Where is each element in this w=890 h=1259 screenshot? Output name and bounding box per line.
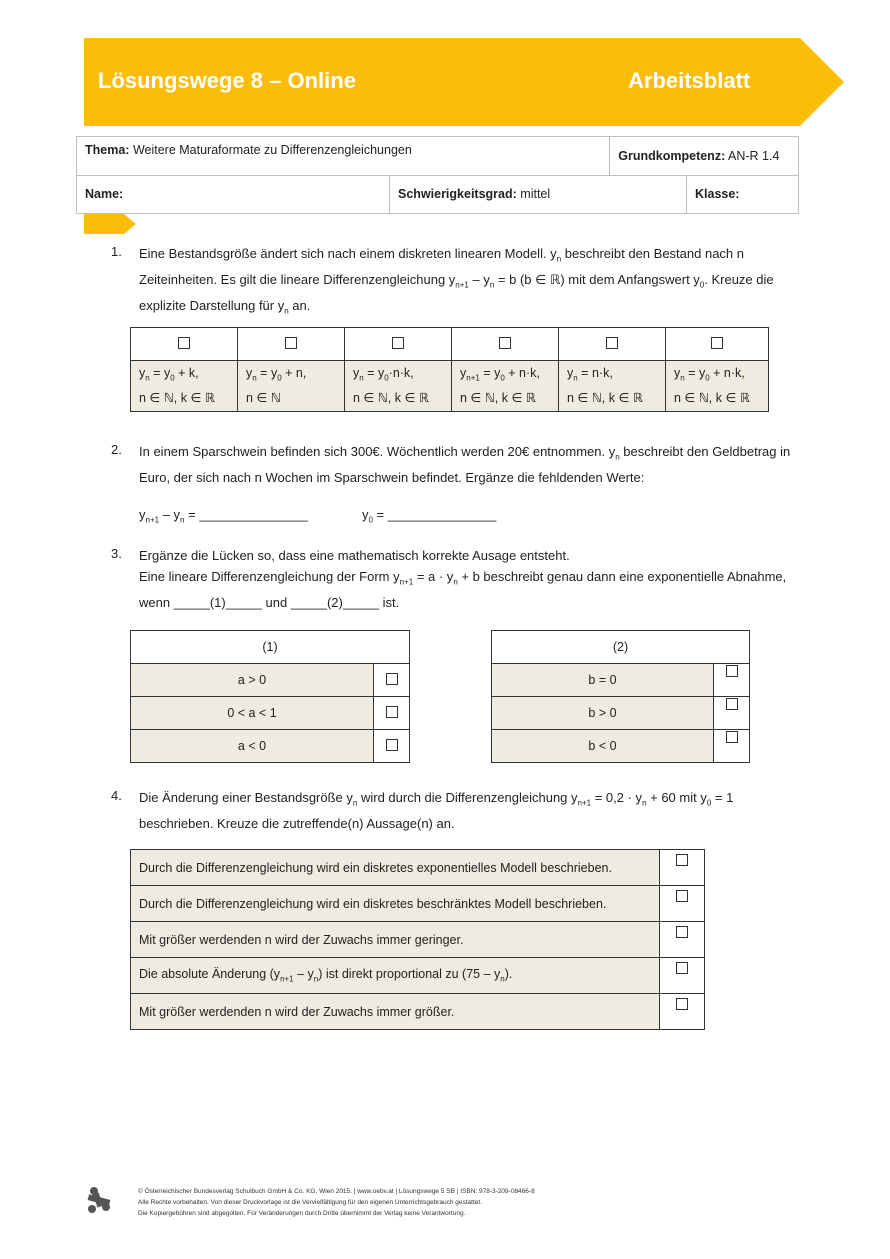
task1-options-table [130,327,769,412]
task3-col2-option: b = 0 [492,664,714,697]
task2-blanks[interactable]: $y_{n+1} - y_n$ = _______________ $y_0$ = _______________ [139,507,497,525]
task1-option-6: $y_n = y_0 + n\cdot k$, n ∈ ℕ, k ∈ ℝ [666,361,769,412]
task2-number: 2. [111,442,122,457]
task3-col2-checkbox[interactable] [714,730,750,763]
schwierigkeit-value: mittel [520,187,551,201]
task1-option-2: $y_n = y_0 + n$, n ∈ ℕ [238,361,345,412]
task3-col2-header: (2) [492,631,750,664]
name-label: Name: [85,187,124,201]
task3-col1-checkbox[interactable] [374,664,410,697]
copyright-footer [138,1186,535,1219]
task3-col1-checkbox[interactable] [374,697,410,730]
task1-text: Eine Bestandsgröße ändert sich nach einem diskreten linearen Modell. $y_n$ beschreibt den Bestand nach n Zeiteinheiten. Es gilt die lineare Differenzengleichung $y_{n+1} - y_n = b$ (b ∈ ℝ) mit dem Anfangswert $y_0$. Kreuze die explizite Darstellung für $y_n$ an. [139,246,774,316]
task2-text: In einem Sparschwein befinden sich 300€. Wöchentlich werden 20€ entnommen. $y_n$ beschreibt den Geldbetrag in Euro, der sich nach n Wochen im Sparschwein befindet. Ergänze die fehldenden Werte: [139,444,791,486]
schwierigkeit-label: Schwierigkeitsgrad: [398,187,517,201]
banner-title: Lösungswege 8 – Online [98,68,356,93]
task4-statements-table [130,849,705,1030]
task3-col1-checkbox[interactable] [374,730,410,763]
task3-table-2 [491,630,750,763]
header-tab-decoration [84,214,136,234]
title-banner [84,38,844,126]
task4-statement: Mit größer werdenden n wird der Zuwachs immer geringer. [131,922,660,958]
kompetenz-label: Grundkompetenz: [618,149,726,163]
task3-col2-option: b > 0 [492,697,714,730]
task1-option-4: $y_{n+1} = y_0 + n\cdot k$, n ∈ ℕ, k ∈ ℝ [452,361,559,412]
footer-line-2: Alle Rechte vorbehalten. Von dieser Druckvorlage ist die Vervielfältigung für den eigenen Unterrichtsgebrauch gestattet. [138,1199,482,1206]
task4-statement-checkbox[interactable] [660,958,705,994]
task1-option-3: $y_n = y_0\cdot n\cdot k$, n ∈ ℕ, k ∈ ℝ [345,361,452,412]
task3-col1-header: (1) [131,631,410,664]
task4-statement-checkbox[interactable] [660,994,705,1030]
task3-col2-checkbox[interactable] [714,664,750,697]
task3-number: 3. [111,546,122,561]
task1-number: 1. [111,244,122,259]
task4-statement-checkbox[interactable] [660,922,705,958]
task3-col1-option: a < 0 [131,730,374,763]
task4-statement-checkbox[interactable] [660,850,705,886]
thema-value: Weitere Maturaformate zu Differenzengleichungen [132,143,412,157]
task1-option-2-checkbox[interactable] [238,328,345,361]
task1-option-1: $y_n = y_0 + k$, n ∈ ℕ, k ∈ ℝ [131,361,238,412]
task3-col2-checkbox[interactable] [714,697,750,730]
task3-text: Ergänze die Lücken so, dass eine mathematisch korrekte Ausage entsteht. Eine lineare Differenzengleichung der Form $y_{n+1} = a \cdot y_n + b$ beschreibt genau dann eine exponentielle Abnahme, wenn _____(1)_____ und _____(2)_____ ist. [139,548,787,610]
task1-option-5-checkbox[interactable] [559,328,666,361]
task3-col1-option: a > 0 [131,664,374,697]
task3-table-1 [130,630,410,763]
task1-option-5: $y_n = n\cdot k$, n ∈ ℕ, k ∈ ℝ [559,361,666,412]
task4-statement: Die absolute Änderung $(y_{n+1} - y_n)$ ist direkt proportional zu $(75 - y_n)$. [131,958,660,994]
klasse-label: Klasse: [695,187,740,201]
task4-statement: Durch die Differenzengleichung wird ein diskretes beschränktes Modell beschrieben. [131,886,660,922]
task3-col1-option: 0 < a < 1 [131,697,374,730]
task4-statement-checkbox[interactable] [660,886,705,922]
task1-option-6-checkbox[interactable] [666,328,769,361]
thema-label: Thema: [85,143,130,157]
kompetenz-value: AN-R 1.4 [728,149,780,163]
task4-statement: Durch die Differenzengleichung wird ein diskretes exponentielles Modell beschrieben. [131,850,660,886]
task3-col2-option: b < 0 [492,730,714,763]
publisher-logo-icon [84,1185,114,1215]
task4-number: 4. [111,788,122,803]
footer-line-1: © Österreichischer Bundesverlag Schulbuch GmbH & Co. KG, Wien 2015. | www.oebv.at | Lösungswege 5 SB | ISBN: 978-3-209-08466-8 [138,1188,535,1195]
task1-option-3-checkbox[interactable] [345,328,452,361]
task4-text: Die Änderung einer Bestandsgröße $y_n$ wird durch die Differenzengleichung $y_{n+1} = 0,2 \cdot y_n + 60$ mit $y_0 = 1$ beschrieben. Kreuze die zutreffende(n) Aussage(n) an. [139,790,734,832]
footer-line-3: Die Kopiergebühren sind abgegolten. Für Veränderungen durch Dritte übernimmt der Verlag keine Verantwortung. [138,1210,466,1217]
task1-option-1-checkbox[interactable] [131,328,238,361]
banner-doc-type: Arbeitsblatt [628,68,751,93]
header-table [76,136,799,214]
task4-statement: Mit größer werdenden n wird der Zuwachs immer größer. [131,994,660,1030]
task1-option-4-checkbox[interactable] [452,328,559,361]
